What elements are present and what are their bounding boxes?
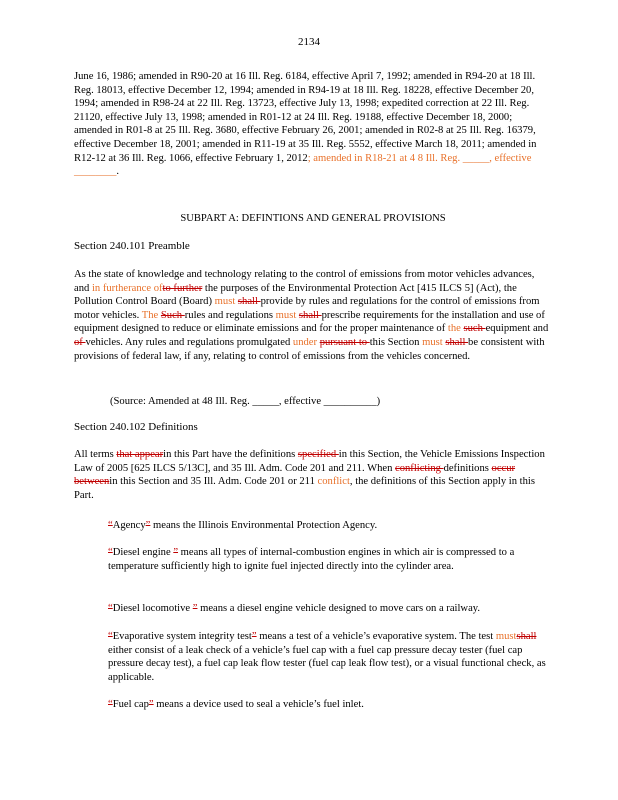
inserted-text: must (275, 309, 299, 321)
text-run: in this Section, the Vehicle Emissions Inspection Law of 2005 [625 ILCS 5/13C], and 35 Ill. Adm. Code 201 and 211. When (74, 449, 545, 474)
definition-evaporative-test (108, 630, 552, 684)
inserted-text: in furtherance of (91, 282, 163, 294)
deleted-quote: ” (173, 547, 179, 558)
history-insertion: ; amended in R18-21 at 4 8 Ill. Reg. _____, effective ________ (74, 152, 532, 178)
deleted-text: Such (160, 309, 185, 321)
history-text: June 16, 1986; amended in R90-20 at 16 Ill. Reg. 6184, effective April 7, 1992; amended in R94-20 at 18 Ill. Reg. 18013, effective December 12, 1994; amended in R94-19 at 18 Ill. Reg. 18228, effective December 20, 1994; amended in R98-24 at 22 Ill. Reg. 13723, effective July 13, 1998; expedited correction at 22 Ill. Reg. 21120, effective July 13, 1998; amended in R01-12 at 24 Ill. Reg. 19188, effective December 18, 2000; amended in R01-8 at 25 Ill. Reg. 3680, effective February 26, 2001; amended in R02-8 at 25 Ill. Reg. 16379, effective December 18, 2001; amended in R11-19 at 35 Ill. Reg. 5552, effective March 18, 2011; amended in R12-12 at 36 Ill. Reg. 1066, effective February 1, 2012 (74, 71, 537, 164)
text-run: be consistent with provisions of federal law, if any, relating to control of emissions from the vehicles concerned. (74, 336, 545, 362)
deleted-quote: “ (108, 547, 113, 558)
deleted-quote: “ (108, 520, 113, 531)
inserted-text: must (214, 296, 238, 308)
defined-term: Fuel cap (112, 699, 149, 710)
deleted-quote: ” (192, 603, 198, 614)
deleted-text: that appear (116, 449, 164, 460)
defined-term: Diesel engine (112, 547, 174, 558)
definition-fuel-cap (108, 698, 552, 712)
text-run: definitions (443, 462, 492, 474)
section-101-heading: Section 240.101 Preamble (74, 240, 190, 252)
defined-term: Agency (112, 520, 146, 531)
section-101-source: (Source: Amended at 48 Ill. Reg. _____, effective __________) (110, 396, 381, 407)
definition-diesel-locomotive (108, 602, 552, 616)
defined-term: Evaporative system integrity test (112, 631, 252, 642)
deleted-text: shall (516, 631, 537, 642)
history-note (74, 70, 552, 179)
deleted-text: shall (298, 309, 322, 321)
deleted-quote: ” (145, 520, 151, 531)
definition-text: means a diesel engine vehicle designed to move cars on a railway. (197, 603, 481, 614)
section-102-body (74, 448, 552, 502)
text-run: rules and regulations (184, 309, 276, 321)
inserted-text: conflict (317, 476, 350, 488)
text-run: equipment and (485, 323, 549, 335)
defined-term: Diesel locomotive (112, 603, 193, 614)
section-102-heading: Section 240.102 Definitions (74, 421, 198, 433)
deleted-text: occur between (74, 462, 516, 488)
text-run: As the state of knowledge and technology relating to the control of emissions from motor vehicles advances, and (74, 269, 535, 294)
inserted-text: the (447, 323, 464, 335)
deleted-text: specified (297, 449, 339, 460)
page-number: 2134 (298, 36, 320, 48)
definition-text: means all types of internal-combustion engines in which air is compressed to a temperature sufficiently high to ignite fuel injected directly into the cylinder area. (108, 547, 515, 572)
text-run: prescribe requirements for the installation and use of equipment designed to reduce or eliminate emissions and for the proper maintenance of (74, 309, 545, 335)
definition-text: means a device used to seal a vehicle’s fuel inlet. (153, 699, 364, 710)
inserted-text: The (141, 309, 161, 321)
text-run: in this Part have the definitions (163, 449, 298, 460)
text-run: this Section (369, 336, 423, 348)
deleted-quote: “ (108, 631, 113, 642)
definition-text: means a test of a vehicle’s evaporative system. The test (256, 631, 496, 642)
definition-text: means the Illinois Environmental Protection Agency. (150, 520, 378, 531)
text-run: , the definitions of this Section apply in this Part. (74, 476, 535, 501)
deleted-text: pursuant to (319, 336, 370, 348)
text-run: All terms (74, 449, 117, 460)
deleted-text: of (74, 336, 86, 348)
text-run: provide by rules and regulations for the control of emissions from motor vehicles. (74, 296, 540, 321)
deleted-text: shall (445, 336, 469, 348)
section-101-body (74, 268, 552, 363)
deleted-quote: “ (108, 699, 113, 710)
inserted-text: under (292, 336, 320, 348)
text-run: vehicles. Any rules and regulations promulgated (85, 336, 293, 348)
inserted-text: must (495, 631, 517, 642)
history-end: . (116, 166, 120, 178)
subpart-heading: SUBPART A: DEFINTIONS AND GENERAL PROVISIONS (180, 213, 446, 224)
deleted-quote: ” (148, 699, 154, 710)
deleted-quote: ” (251, 631, 257, 642)
definition-text: either consist of a leak check of a vehicle’s fuel cap with a fuel cap pressure decay tester (fuel cap pressure decay test), a fuel cap leak flow tester (fuel cap leak flow test), or a visual functional check, as applicable. (108, 644, 546, 683)
deleted-text: conflicting (395, 462, 444, 474)
inserted-text: must (422, 336, 446, 348)
definition-diesel-engine (108, 546, 552, 573)
definition-agency (108, 519, 552, 533)
deleted-quote: “ (108, 603, 113, 614)
deleted-text: to further (162, 282, 203, 294)
text-run: the purposes of the Environmental Protection Act [415 ILCS 5] (Act), the Pollution Control Board (Board) (74, 282, 517, 308)
text-run: in this Section and 35 Ill. Adm. Code 201 or 211 (109, 476, 318, 488)
deleted-text: such (463, 323, 486, 335)
deleted-text: shall (237, 296, 261, 308)
